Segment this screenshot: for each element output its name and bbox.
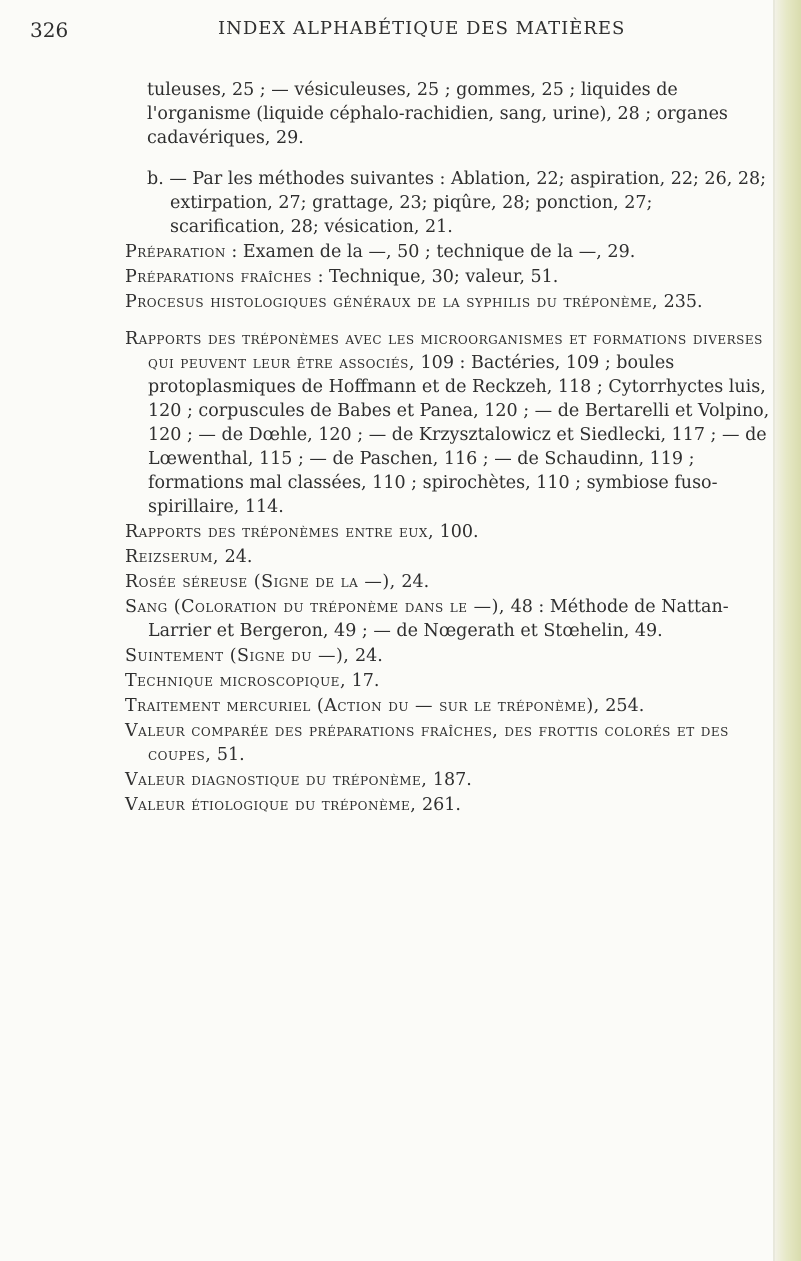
entry-head: Reizserum,: [125, 547, 219, 567]
entry-head: Rapports des tréponèmes entre eux,: [125, 522, 435, 542]
entry-head: Valeur comparée des préparations fraîches, des frottis colorés et des coupes,: [125, 721, 729, 765]
entry-text: 24.: [354, 646, 383, 666]
entry-head: Technique microscopique,: [125, 671, 347, 691]
entry-head: Préparation: [125, 242, 226, 262]
index-entry-processus: [125, 290, 770, 314]
index-entry-valeur-etiologique: [125, 793, 770, 817]
entry-head: Préparations fraîches: [125, 267, 313, 287]
entry-text: 187.: [432, 770, 472, 790]
index-entry-suintement: [125, 644, 770, 668]
entry-text: — Par les méthodes suivantes : Ablation, 22; aspiration, 22; 26, 28; extirpation, 27; grattage, 23; piqûre, 28; ponction, 27; scarification, 28; vésication, 21.: [169, 169, 766, 237]
entry-head: Rapports des tréponèmes avec les microorganismes et formations diverses qui peuvent leur être associés,: [125, 329, 763, 373]
index-content: [125, 60, 770, 818]
index-entry-continuation: [147, 78, 770, 150]
index-entry-preparation: [125, 240, 770, 264]
entry-head: Sang (Coloration du tréponème dans le —),: [125, 597, 505, 617]
index-entry-valeur-comparee: [125, 719, 770, 767]
entry-text: 17.: [351, 671, 380, 691]
running-title: INDEX ALPHABÉTIQUE DES MATIÈRES: [218, 18, 626, 39]
entry-text: 100.: [439, 522, 479, 542]
entry-head: Suintement (Signe du —),: [125, 646, 350, 666]
entry-text: 109 : Bactéries, 109 ; boules protoplasmiques de Hoffmann et de Reckzeh, 118 ; Cytorrhyctes luis, 120 ; corpuscules de Babes et Panea, 120 ; — de Bertarelli et Volpino, 120 ; — de Dœhle, 120 ; — de Krzysztalowicz et Siedlecki, 117 ; — de Lœwenthal, 115 ; — de Paschen, 116 ; — de Schaudinn, 119 ; formations mal classées, 110 ; spirochètes, 110 ; symbiose fuso-spirillaire, 114.: [148, 353, 770, 517]
entry-text: 254.: [605, 696, 645, 716]
entry-text: : Technique, 30; valeur, 51.: [317, 267, 559, 287]
page-edge: [775, 0, 801, 1261]
entry-head: Valeur diagnostique du tréponème,: [125, 770, 428, 790]
entry-text: 261.: [421, 795, 461, 815]
entry-text: 24.: [401, 572, 430, 592]
index-entry-rapports-entre-eux: [125, 520, 770, 544]
entry-head: Rosée séreuse (Signe de la —),: [125, 572, 396, 592]
index-subentry-b: [147, 167, 770, 239]
entry-text: 235.: [663, 292, 703, 312]
index-entry-reizserum: [125, 545, 770, 569]
index-entry-preparations-fraiches: [125, 265, 770, 289]
entry-head: Valeur étiologique du tréponème,: [125, 795, 417, 815]
page-number: 326: [30, 18, 69, 42]
entry-head: b.: [147, 169, 164, 189]
index-entry-traitement: [125, 694, 770, 718]
entry-head: Procesus histologiques généraux de la syphilis du tréponème,: [125, 292, 659, 312]
index-entry-sang: [125, 595, 770, 643]
index-entry-valeur-diagnostique: [125, 768, 770, 792]
index-entry-technique: [125, 669, 770, 693]
entry-head: Traitement mercuriel (Action du — sur le tréponème),: [125, 696, 600, 716]
page-header: [30, 18, 750, 48]
entry-text: 51.: [216, 745, 245, 765]
entry-text: tuleuses, 25 ; — vésiculeuses, 25 ; gommes, 25 ; liquides de l'organisme (liquide céphalo-rachidien, sang, urine), 28 ; organes cadavériques, 29.: [147, 79, 728, 148]
index-entry-rapports-microorganismes: [125, 327, 770, 519]
index-entry-rosee-sereuse: [125, 570, 770, 594]
entry-text: 24.: [224, 547, 253, 567]
entry-text: 48 : Méthode de Nattan-Larrier et Bergeron, 49 ; — de Nœgerath et Stœhelin, 49.: [148, 597, 729, 641]
entry-text: : Examen de la —, 50 ; technique de la —, 29.: [231, 242, 636, 262]
